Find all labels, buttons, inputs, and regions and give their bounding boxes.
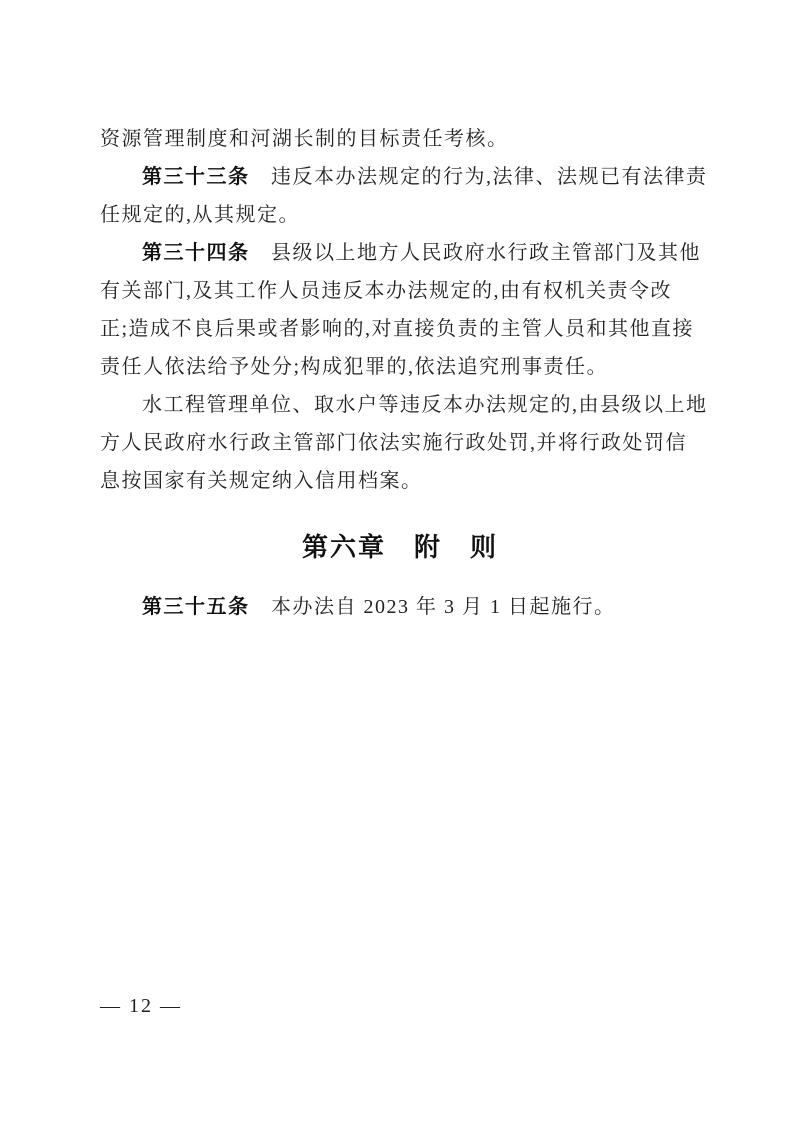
text-line: [100, 424, 700, 462]
page-number: — 12 —: [100, 995, 182, 1017]
line-text: 资源管理制度和河湖长制的目标责任考核。: [100, 128, 509, 150]
line-text: 息按国家有关规定纳入信用档案。: [100, 470, 423, 492]
text-line: [100, 462, 700, 500]
line-text: 有关部门,及其工作人员违反本办法规定的,由有权机关责令改: [100, 280, 672, 302]
line-text: 本办法自 2023 年 3 月 1 日起施行。: [249, 596, 616, 618]
text-line: [100, 348, 700, 386]
document-body: [100, 120, 708, 626]
text-line: [100, 196, 700, 234]
line-text: 任规定的,从其规定。: [100, 204, 300, 226]
text-line: [100, 272, 700, 310]
text-line: [100, 310, 700, 348]
text-line: [100, 386, 708, 424]
line-text: 责任人依法给予处分;构成犯罪的,依法追究刑事责任。: [100, 356, 609, 378]
article-number: 第三十三条: [142, 166, 250, 188]
text-line-article-35: [100, 588, 700, 626]
chapter-heading: 第六章 附 则: [301, 533, 498, 562]
article-number: 第三十五条: [142, 596, 250, 618]
line-text: 违反本办法规定的行为,法律、法规已有法律责: [249, 166, 708, 188]
line-text: 水工程管理单位、取水户等违反本办法规定的,由县级以上地: [142, 394, 708, 416]
line-text: 方人民政府水行政主管部门依法实施行政处罚,并将行政处罚信: [100, 432, 687, 454]
line-text: 县级以上地方人民政府水行政主管部门及其他: [249, 242, 701, 264]
text-line-article-33: [100, 158, 708, 196]
line-text: 正;造成不良后果或者影响的,对直接负责的主管人员和其他直接: [100, 318, 695, 340]
text-line-article-34: [100, 234, 700, 272]
text-line: [100, 120, 700, 158]
article-number: 第三十四条: [142, 242, 250, 264]
